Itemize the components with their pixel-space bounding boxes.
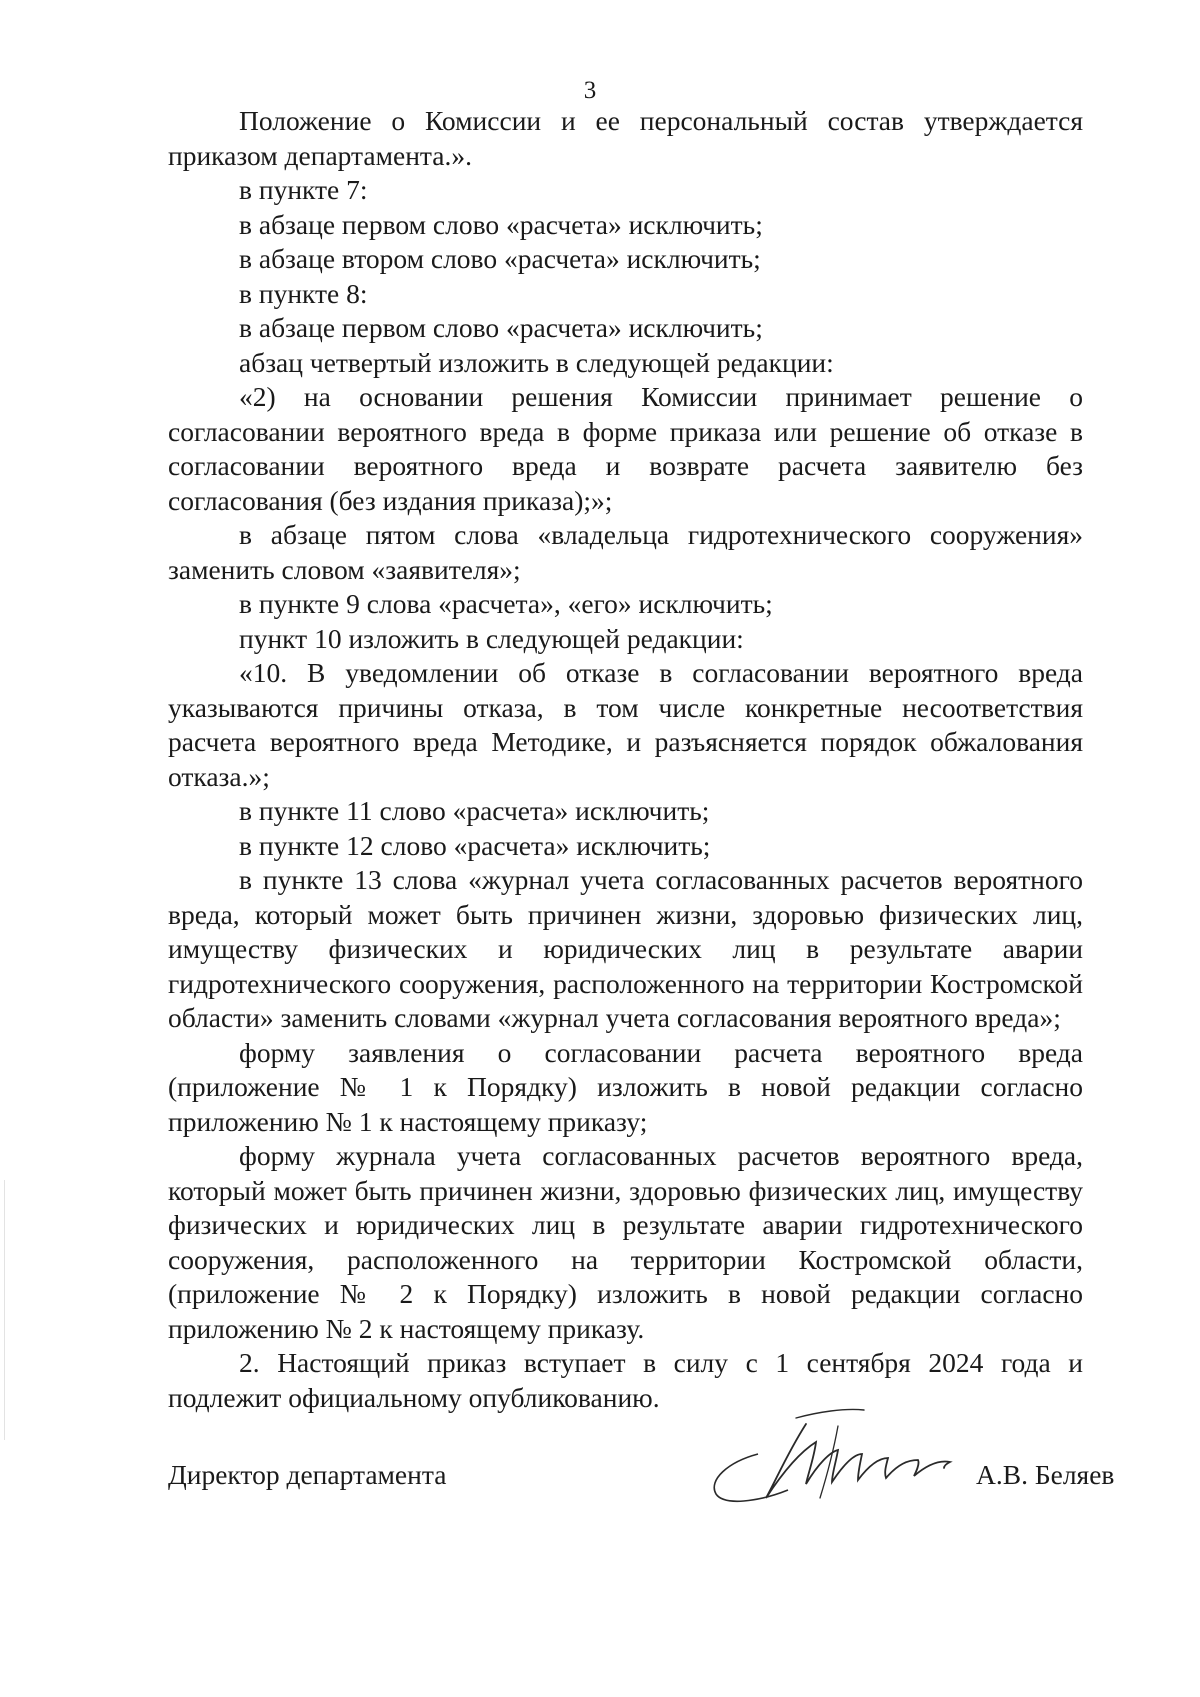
page-number: 3 bbox=[583, 77, 597, 104]
scan-edge-line bbox=[4, 1180, 5, 1440]
paragraph: в абзаце первом слово «расчета» исключить; bbox=[239, 312, 763, 343]
paragraph: форму журнала учета согласованных расчетов вероятного вреда, который может быть причинен жизни, здоровью физических лиц, имуществу физических и юридических лиц в результате аварии гидротехнического сооружения, расположенного на территории Костромской области, (приложение № 2 к Порядку) изложить в новой редакции согласно приложению № 2 к настоящему приказу. bbox=[168, 1140, 1083, 1344]
signatory-title: Директор департамента bbox=[168, 1459, 447, 1490]
paragraph: в абзаце втором слово «расчета» исключить; bbox=[239, 243, 761, 274]
paragraph: «2) на основании решения Комиссии принимает решение о согласовании вероятного вреда в форме приказа или решение об отказе в согласовании вероятного вреда и возврате расчета заявителю без согласования (без издания приказа);»; bbox=[168, 381, 1083, 516]
paragraph: Положение о Комиссии и ее персональный состав утверждается приказом департамента.». bbox=[168, 105, 1083, 171]
paragraph: в абзаце пятом слова «владельца гидротехнического сооружения» заменить словом «заявителя»; bbox=[168, 519, 1083, 585]
paragraph: форму заявления о согласовании расчета вероятного вреда (приложение № 1 к Порядку) изложить в новой редакции согласно приложению № 1 к настоящему приказу; bbox=[168, 1036, 1083, 1137]
paragraph: абзац четвертый изложить в следующей редакции: bbox=[239, 346, 834, 378]
paragraph: в пункте 13 слова «журнал учета согласованных расчетов вероятного вреда, который может быть причинен жизни, здоровью физических лиц, имуществу физических и юридических лиц в результате аварии гидротехнического сооружения, расположенного на территории Костромской области» заменить словами «журнал учета согласования вероятного вреда»; bbox=[168, 864, 1083, 1033]
paragraph: 2. Настоящий приказ вступает в силу с 1 сентября 2024 года и подлежит официальному опубликованию. bbox=[168, 1347, 1083, 1413]
paragraph: в пункте 7: bbox=[239, 174, 368, 205]
paragraph: пункт 10 изложить в следующей редакции: bbox=[239, 622, 744, 654]
document-body bbox=[168, 104, 1083, 1415]
paragraph: в пункте 12 слово «расчета» исключить; bbox=[239, 829, 711, 861]
paragraph: в пункте 11 слово «расчета» исключить; bbox=[239, 795, 710, 826]
paragraph: «10. В уведомлении об отказе в согласовании вероятного вреда указываются причины отказа, в том числе конкретные несоответствия расчета вероятного вреда Методике, и разъясняется порядок обжалования отказа.»; bbox=[168, 657, 1083, 792]
paragraph: в пункте 9 слова «расчета», «его» исключить; bbox=[239, 588, 773, 619]
signature-block bbox=[168, 1458, 1128, 1528]
paragraph: в абзаце первом слово «расчета» исключить; bbox=[239, 208, 763, 240]
signatory-name: А.В. Беляев bbox=[976, 1459, 1115, 1490]
handwritten-signature bbox=[688, 1402, 988, 1512]
paragraph: в пункте 8: bbox=[239, 277, 368, 309]
